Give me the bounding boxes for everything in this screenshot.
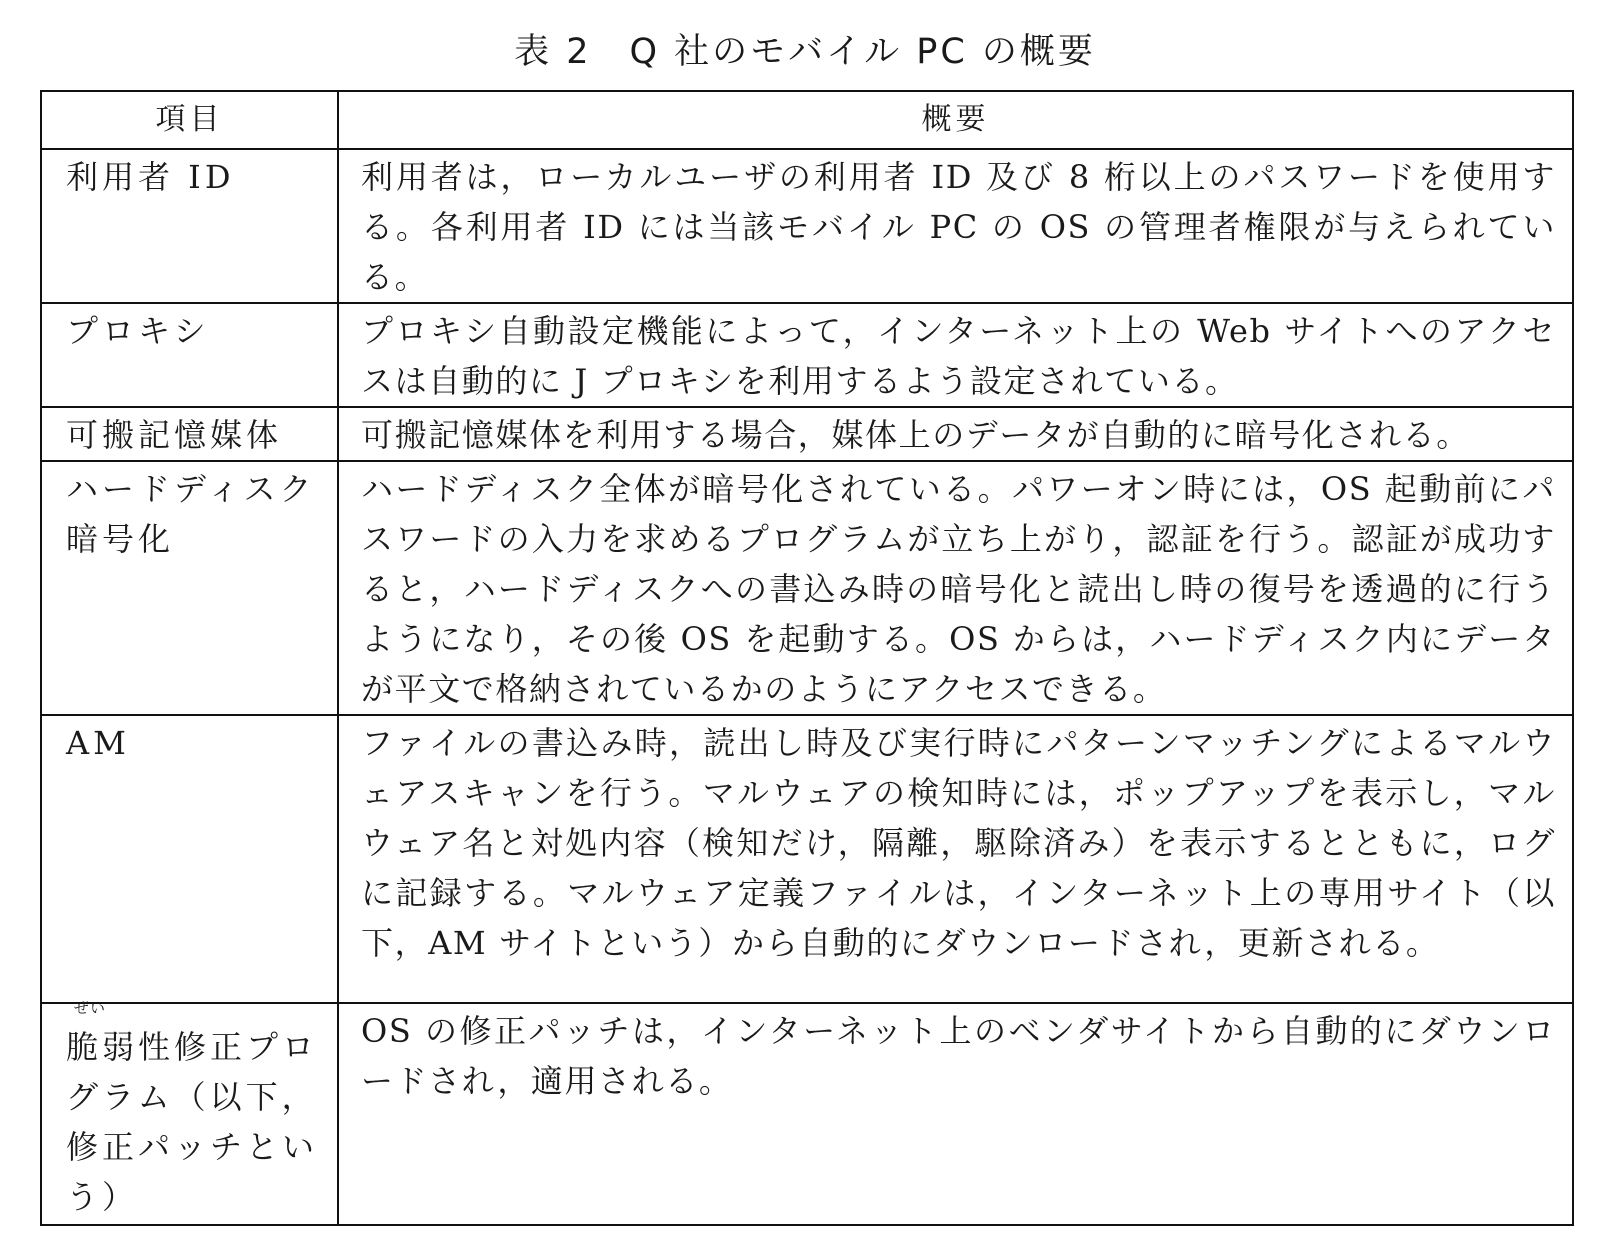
row-description-proxy: プロキシ自動設定機能によって，インターネット上の Web サイトへのアクセスは自動的に J プロキシを利用するよう設定されている。 xyxy=(338,303,1573,407)
header-item: 項目 xyxy=(41,91,338,149)
table-row xyxy=(41,303,1573,407)
table-row xyxy=(41,715,1573,1003)
table-row xyxy=(41,1003,1573,1225)
row-item-disk-encryption: ハードディスク暗号化 xyxy=(41,461,338,715)
row-item-removable-media: 可搬記憶媒体 xyxy=(41,407,338,461)
table-header-row xyxy=(41,91,1573,149)
row-item-proxy: プロキシ xyxy=(41,303,338,407)
table-caption: 表 2 Q 社のモバイル PC の概要 xyxy=(514,32,1096,72)
table-row xyxy=(41,407,1573,461)
overview-table xyxy=(40,90,1574,1226)
row-description-user-id: 利用者は，ローカルユーザの利用者 ID 及び 8 桁以上のパスワードを使用する。各利用者 ID には当該モバイル PC の OS の管理者権限が与えられている。 xyxy=(338,149,1573,303)
row-description-removable-media: 可搬記憶媒体を利用する場合，媒体上のデータが自動的に暗号化される。 xyxy=(338,407,1573,461)
table-row xyxy=(41,461,1573,715)
row-item-am: AM xyxy=(41,715,338,1003)
header-description: 概要 xyxy=(338,91,1573,149)
ruby-reading: ぜい xyxy=(74,999,107,1017)
row-description-am: ファイルの書込み時，読出し時及び実行時にパターンマッチングによるマルウェアスキャンを行う。マルウェアの検知時には，ポップアップを表示し，マルウェア名と対処内容（検知だけ，隔離，駆除済み）を表示するとともに，ログに記録する。マルウェア定義ファイルは，インターネット上の専用サイト（以下，AM サイトという）から自動的にダウンロードされ，更新される。 xyxy=(338,715,1573,1003)
row-description-disk-encryption: ハードディスク全体が暗号化されている。パワーオン時には，OS 起動前にパスワードの入力を求めるプログラムが立ち上がり，認証を行う。認証が成功すると，ハードディスクへの書込み時の暗号化と読出し時の復号を透過的に行うようになり，その後 OS を起動する。OS からは，ハードディスク内にデータが平文で格納されているかのようにアクセスできる。 xyxy=(338,461,1573,715)
table-row xyxy=(41,149,1573,303)
row-item-patch xyxy=(41,999,338,1225)
row-description-patch: OS の修正パッチは，インターネット上のベンダサイトから自動的にダウンロードされ，適用される。 xyxy=(338,1003,1573,1225)
row-item-patch-label: 脆弱性修正プログラム（以下，修正パッチという） xyxy=(66,1028,319,1216)
ruby-annotated-label xyxy=(66,999,323,1222)
row-item-user-id: 利用者 ID xyxy=(41,149,338,303)
